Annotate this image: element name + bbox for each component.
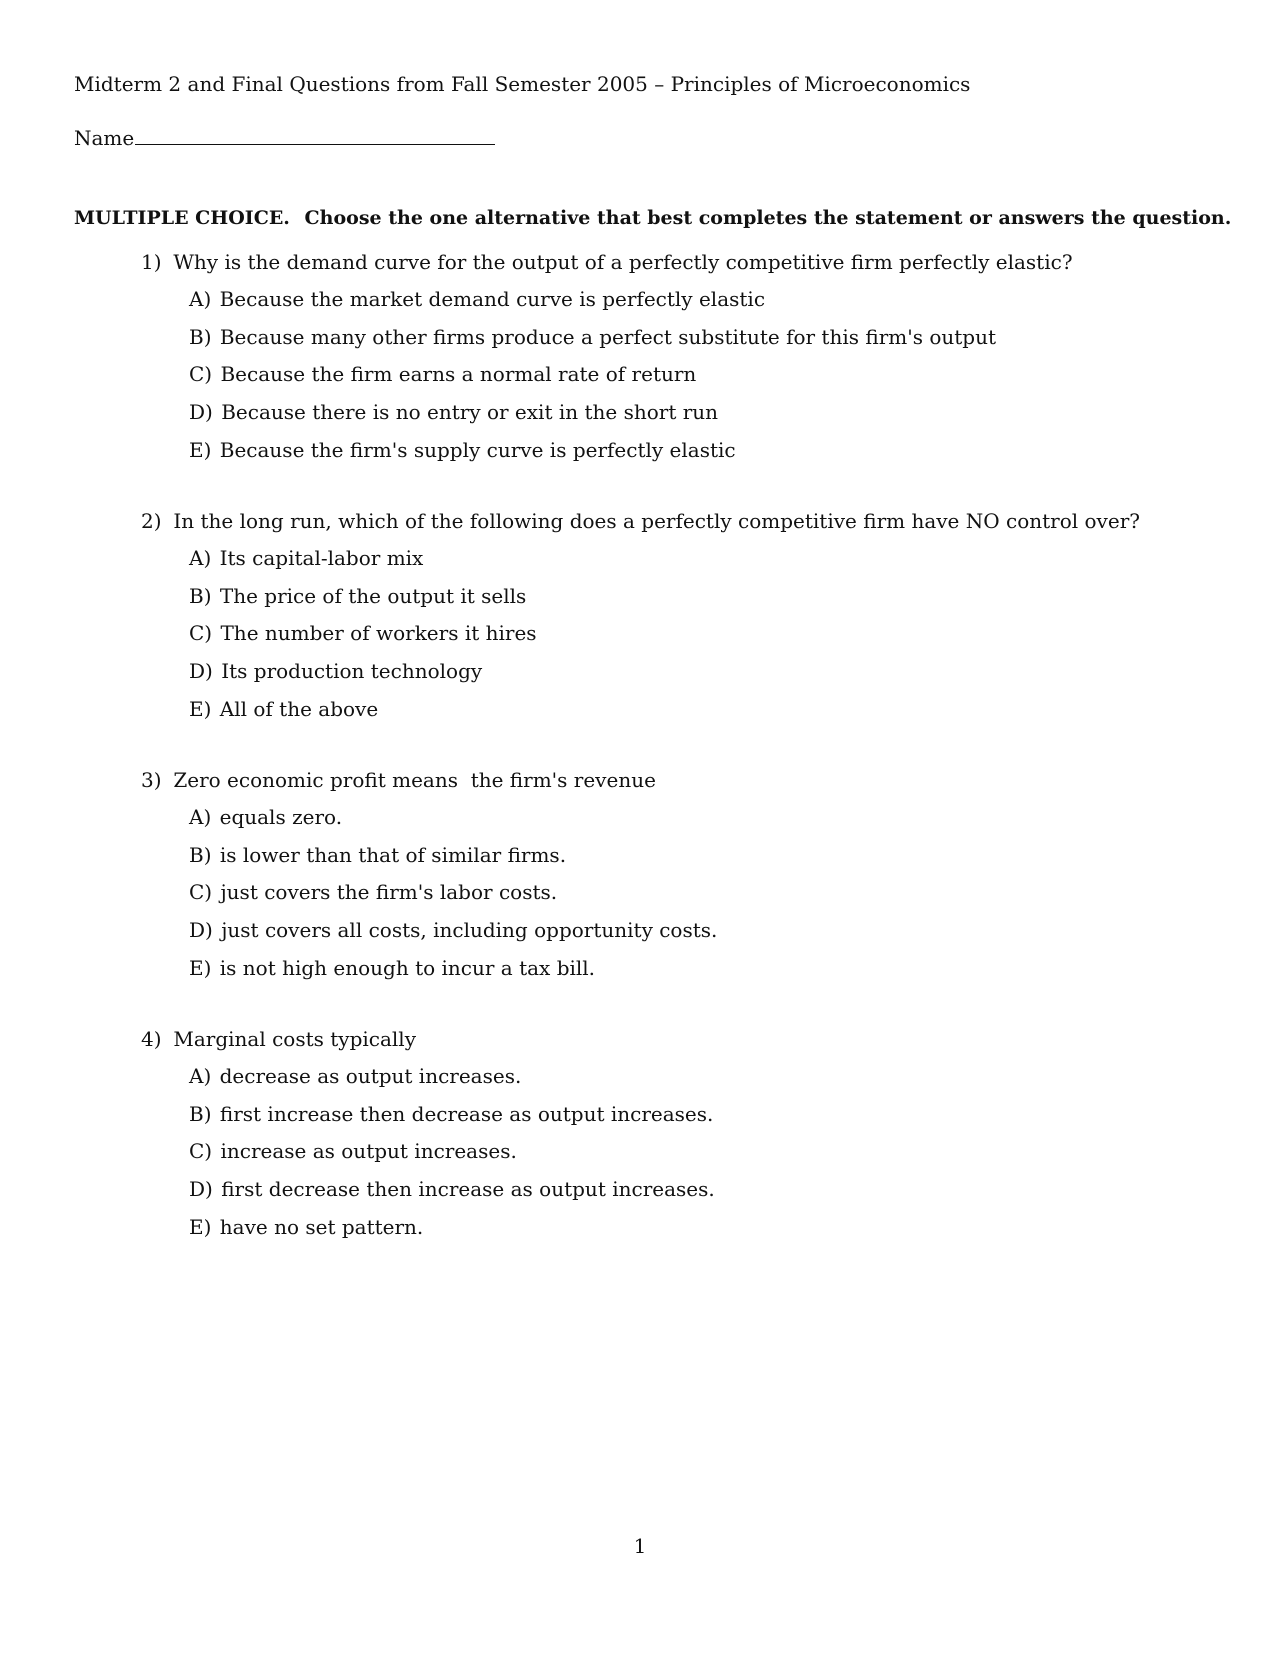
question-number: 1)	[141, 250, 162, 274]
option-list	[189, 799, 1181, 987]
option-list	[189, 281, 1181, 469]
question-number: 2)	[141, 509, 162, 533]
option-letter: A)	[189, 546, 212, 570]
option-letter: C)	[189, 621, 213, 646]
option-text: The price of the output it sells	[219, 583, 527, 608]
option-text: Because the firm's supply curve is perfectly elastic	[219, 437, 736, 462]
option-letter: C)	[189, 1139, 213, 1164]
option-text: The number of workers it hires	[220, 621, 537, 646]
option-text: Because the market demand curve is perfectly elastic	[219, 287, 766, 311]
option-text: equals zero.	[219, 805, 343, 829]
option-text: is lower than that of similar firms.	[219, 842, 567, 867]
page-number: 1	[633, 1534, 647, 1558]
option-text: Its capital-labor mix	[219, 546, 424, 570]
option-b	[189, 319, 1181, 357]
option-d	[189, 1171, 1181, 1209]
question-number: 3)	[141, 768, 162, 792]
instructions-text: Choose the one alternative that best completes the statement or answers the question.	[304, 207, 1232, 229]
option-c	[189, 356, 1181, 394]
option-c	[189, 1133, 1181, 1171]
option-a	[189, 281, 1181, 319]
option-a	[189, 540, 1181, 578]
option-b	[189, 578, 1181, 616]
option-list	[189, 1058, 1181, 1246]
option-e	[189, 691, 1181, 729]
question-text: Marginal costs typically	[173, 1027, 416, 1051]
option-text: just covers all costs, including opportunity costs.	[221, 918, 718, 943]
question-text: Why is the demand curve for the output of a perfectly competitive firm perfectly elastic?	[173, 250, 1073, 274]
question-3	[141, 761, 1181, 987]
option-c	[189, 615, 1181, 653]
option-text: Because many other firms produce a perfect substitute for this firm's output	[219, 324, 997, 349]
option-letter: D)	[189, 659, 213, 684]
option-letter: D)	[189, 400, 213, 425]
question-stem	[141, 761, 1181, 799]
option-b	[189, 837, 1181, 875]
option-list	[189, 540, 1181, 728]
option-d	[189, 653, 1181, 691]
option-text: first increase then decrease as output increases.	[219, 1101, 714, 1126]
instructions-label: MULTIPLE CHOICE.	[74, 207, 290, 229]
option-letter: B)	[189, 1101, 212, 1126]
option-letter: E)	[189, 955, 212, 980]
question-text: Zero economic profit means the firm's revenue	[173, 768, 656, 792]
option-a	[189, 1058, 1181, 1096]
name-field	[74, 126, 495, 150]
question-number: 4)	[141, 1027, 162, 1051]
option-text: first decrease then increase as output increases.	[221, 1177, 715, 1202]
option-b	[189, 1096, 1181, 1134]
option-letter: D)	[189, 1177, 213, 1202]
option-c	[189, 874, 1181, 912]
option-letter: A)	[189, 287, 212, 311]
option-letter: B)	[189, 324, 212, 349]
option-text: increase as output increases.	[220, 1139, 517, 1164]
instructions	[74, 207, 1231, 229]
question-stem	[141, 502, 1181, 540]
question-stem	[141, 243, 1181, 281]
option-text: is not high enough to incur a tax bill.	[219, 955, 596, 980]
option-letter: C)	[189, 880, 213, 905]
question-text: In the long run, which of the following does a perfectly competitive firm have NO control over?	[173, 509, 1140, 533]
option-d	[189, 394, 1181, 432]
option-text: have no set pattern.	[219, 1214, 424, 1239]
question-1	[141, 243, 1181, 469]
page-title: Midterm 2 and Final Questions from Fall Semester 2005 – Principles of Microeconomics	[74, 72, 971, 96]
option-a	[189, 799, 1181, 837]
option-d	[189, 912, 1181, 950]
option-letter: A)	[189, 1064, 212, 1088]
option-letter: B)	[189, 583, 212, 608]
option-letter: B)	[189, 842, 212, 867]
option-letter: E)	[189, 437, 212, 462]
option-e	[189, 950, 1181, 988]
option-text: Because the firm earns a normal rate of return	[220, 362, 697, 387]
option-letter: C)	[189, 362, 213, 387]
question-2	[141, 502, 1181, 728]
option-e	[189, 432, 1181, 470]
option-text: just covers the firm's labor costs.	[220, 880, 558, 905]
option-text: All of the above	[219, 696, 379, 721]
option-e	[189, 1209, 1181, 1247]
name-label: Name	[74, 126, 135, 150]
question-4	[141, 1020, 1181, 1246]
question-stem	[141, 1020, 1181, 1058]
option-text: decrease as output increases.	[219, 1064, 522, 1088]
name-blank-line	[135, 126, 495, 145]
option-letter: E)	[189, 1214, 212, 1239]
option-letter: A)	[189, 805, 212, 829]
option-letter: E)	[189, 696, 212, 721]
option-text: Its production technology	[221, 659, 483, 684]
option-letter: D)	[189, 918, 213, 943]
option-text: Because there is no entry or exit in the short run	[221, 400, 719, 425]
